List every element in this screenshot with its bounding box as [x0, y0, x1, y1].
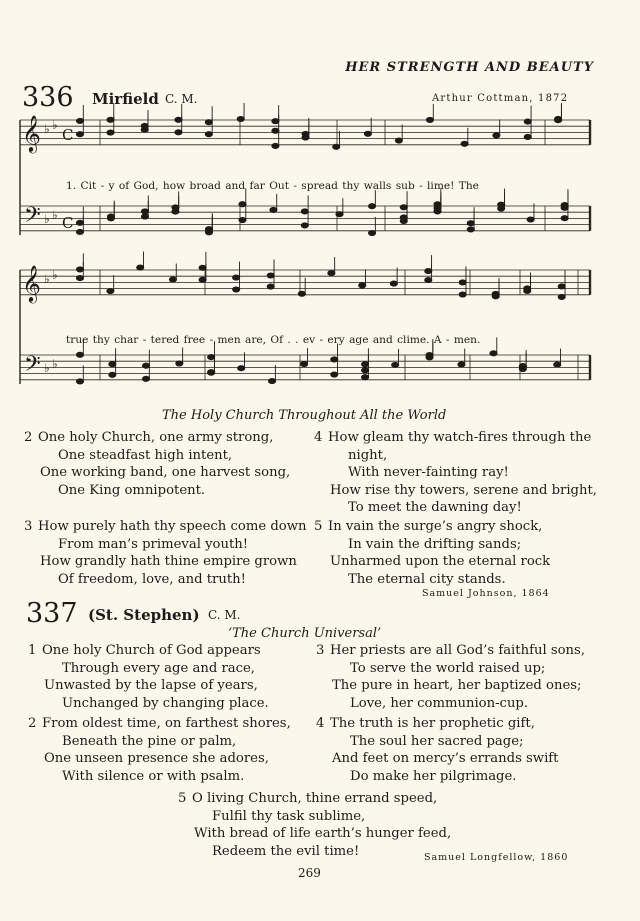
- note-head: [109, 362, 116, 367]
- note-head: [301, 361, 308, 366]
- stanza-337-3: 3 Her priests are all God’s faithful sons, To serve the world raised up; The pure in heart, her baptized ones; Love, her communion-cup.: [316, 643, 586, 711]
- note-head: [459, 292, 466, 297]
- stanza-number: 5: [178, 791, 187, 806]
- note-head: [364, 131, 371, 136]
- clef-glyph: ♭: [52, 118, 58, 132]
- tune-name-336: Mirfield: [92, 90, 159, 108]
- note-head: [142, 363, 149, 368]
- clef-glyph: 𝄞: [22, 114, 41, 152]
- note-head: [175, 117, 182, 122]
- note-head: [331, 372, 338, 377]
- stanza-336-3: 3 How purely hath thy speech come down From man’s primeval youth! How grandly hath thine empire grown Of freedom, love, and truth!: [24, 519, 307, 587]
- note-head: [208, 355, 215, 360]
- stanza-337-5: 5 O living Church, thine errand speed, Fulfil thy task sublime, With bread of life earth’s hunger feed, Redeem the evil time!: [178, 791, 452, 859]
- note-head: [558, 294, 565, 299]
- clef-glyph: ♭: [44, 272, 50, 286]
- hymn-number-336: 336: [22, 82, 74, 113]
- note-head: [400, 215, 407, 220]
- note-head: [459, 280, 466, 285]
- clef-glyph: C: [62, 214, 74, 232]
- note-head: [392, 362, 399, 367]
- note-head: [461, 141, 468, 146]
- note-head: [76, 267, 83, 272]
- note-head: [107, 130, 114, 135]
- stanza-337-1: 1 One holy Church of God appears Through every age and race, Unwasted by the lapse of years, Unchanged by changing place.: [28, 643, 269, 711]
- note-head: [142, 376, 149, 381]
- note-head: [205, 132, 212, 137]
- note-head: [561, 216, 568, 221]
- note-head: [199, 277, 206, 282]
- note-head: [237, 116, 244, 121]
- note-head: [107, 117, 114, 122]
- note-head: [524, 134, 531, 139]
- note-head: [76, 118, 83, 123]
- stanza-337-4: 4 The truth is her prophetic gift, The soul her sacred page; And feet on mercy’s errands swift Do make her pilgrimage.: [316, 716, 559, 784]
- stanza-337-2: 2 From oldest time, on farthest shores, Beneath the pine or palm, One unseen presence she adores, With silence or with psalm.: [28, 716, 291, 784]
- note-head: [272, 119, 279, 124]
- note-head: [272, 128, 279, 133]
- note-head: [561, 202, 568, 207]
- hymn-337-title: ‘The Church Universal’: [228, 626, 382, 641]
- note-head: [554, 362, 561, 367]
- note-head: [107, 214, 114, 219]
- stanza-336-4: 4 How gleam thy watch-fires through the night, With never-fainting ray! How rise thy towers, serene and bright, To meet the dawning day!: [314, 430, 597, 516]
- stanza-number: 1: [28, 643, 37, 658]
- note-head: [519, 366, 526, 371]
- note-head: [199, 265, 206, 270]
- clef-glyph: C: [62, 126, 74, 144]
- note-head: [233, 287, 240, 292]
- note-head: [400, 205, 407, 210]
- note-head: [76, 379, 83, 384]
- clef-glyph: 𝄢: [24, 352, 41, 382]
- note-head: [76, 220, 83, 225]
- hymn-336-title: The Holy Church Throughout All the World: [162, 408, 447, 423]
- note-head: [361, 362, 368, 367]
- stanza-336-2: 2 One holy Church, one army strong, One steadfast high intent, One working band, one harvest song, One King omnipotent.: [24, 430, 291, 498]
- note-head: [268, 378, 275, 383]
- lyrics-line-1: 1. Cit - y of God, how broad and far Out - spread thy walls sub - lime! The: [66, 180, 479, 192]
- note-head: [76, 276, 83, 281]
- note-head: [270, 207, 277, 212]
- note-head: [555, 116, 562, 121]
- note-head: [434, 206, 441, 211]
- note-head: [205, 120, 212, 125]
- clef-glyph: ♭: [44, 212, 50, 226]
- note-head: [425, 277, 432, 282]
- clef-glyph: ♭: [52, 268, 58, 282]
- note-head: [205, 227, 212, 232]
- note-head: [233, 275, 240, 280]
- stanza-number: 4: [316, 716, 325, 731]
- note-head: [331, 357, 338, 362]
- note-head: [328, 270, 335, 275]
- note-head: [467, 221, 474, 226]
- stanza-number: 2: [28, 716, 37, 731]
- note-head: [239, 202, 246, 207]
- meter-337: C. M.: [208, 608, 241, 622]
- note-head: [76, 132, 83, 137]
- note-head: [239, 217, 246, 222]
- note-head: [267, 273, 274, 278]
- page-header: HER STRENGTH AND BEAUTY: [345, 60, 594, 75]
- note-head: [141, 214, 148, 219]
- note-head: [395, 138, 402, 143]
- note-head: [76, 229, 83, 234]
- author-336: Samuel Johnson, 1864: [422, 588, 550, 599]
- note-head: [498, 202, 505, 207]
- note-head: [558, 284, 565, 289]
- author-337: Samuel Longfellow, 1860: [424, 852, 569, 863]
- note-head: [301, 209, 308, 214]
- stanza-number: 5: [314, 519, 323, 534]
- note-head: [527, 217, 534, 222]
- note-head: [368, 204, 375, 209]
- note-head: [176, 361, 183, 366]
- note-head: [302, 135, 309, 140]
- note-head: [272, 143, 279, 148]
- note-head: [169, 277, 176, 282]
- stanza-number: 2: [24, 430, 33, 445]
- note-head: [109, 372, 116, 377]
- clef-glyph: 𝄢: [24, 203, 41, 233]
- clef-glyph: ♭: [44, 361, 50, 375]
- composer-336: Arthur Cottman, 1872: [432, 93, 569, 104]
- note-head: [359, 283, 366, 288]
- hymn-number-337: 337: [26, 598, 78, 629]
- clef-glyph: 𝄞: [22, 264, 41, 302]
- lyrics-line-2: true thy char - tered free - men are, Of . . ev - ery age and clime. A - men.: [66, 334, 481, 346]
- note-head: [238, 366, 245, 371]
- note-head: [172, 209, 179, 214]
- note-head: [336, 212, 343, 217]
- note-head: [141, 209, 148, 214]
- note-head: [175, 130, 182, 135]
- note-head: [493, 133, 500, 138]
- note-head: [107, 288, 114, 293]
- stanza-number: 3: [24, 519, 33, 534]
- note-head: [426, 117, 433, 122]
- note-head: [524, 288, 531, 293]
- note-head: [524, 119, 531, 124]
- note-head: [492, 291, 499, 296]
- note-head: [301, 223, 308, 228]
- clef-glyph: ♭: [44, 122, 50, 136]
- note-head: [208, 370, 215, 375]
- note-head: [458, 362, 465, 367]
- note-head: [361, 368, 368, 373]
- note-head: [425, 268, 432, 273]
- meter-336: C. M.: [165, 92, 198, 106]
- clef-glyph: ♭: [52, 208, 58, 222]
- note-head: [490, 351, 497, 356]
- note-head: [390, 281, 397, 286]
- note-head: [76, 352, 83, 357]
- note-head: [426, 355, 433, 360]
- note-head: [298, 291, 305, 296]
- tune-name-337: (St. Stephen): [88, 606, 200, 624]
- clef-glyph: ♭: [52, 357, 58, 371]
- page-number: 269: [298, 866, 321, 880]
- note-head: [141, 123, 148, 128]
- note-head: [267, 284, 274, 289]
- note-head: [137, 265, 144, 270]
- stanza-336-5: 5 In vain the surge’s angry shock, In vain the drifting sands; Unharmed upon the eternal rock The eternal city stands.: [314, 519, 551, 587]
- note-head: [467, 227, 474, 232]
- stanza-number: 3: [316, 643, 325, 658]
- note-head: [361, 375, 368, 380]
- stanza-number: 4: [314, 430, 323, 445]
- note-head: [333, 144, 340, 149]
- note-head: [368, 230, 375, 235]
